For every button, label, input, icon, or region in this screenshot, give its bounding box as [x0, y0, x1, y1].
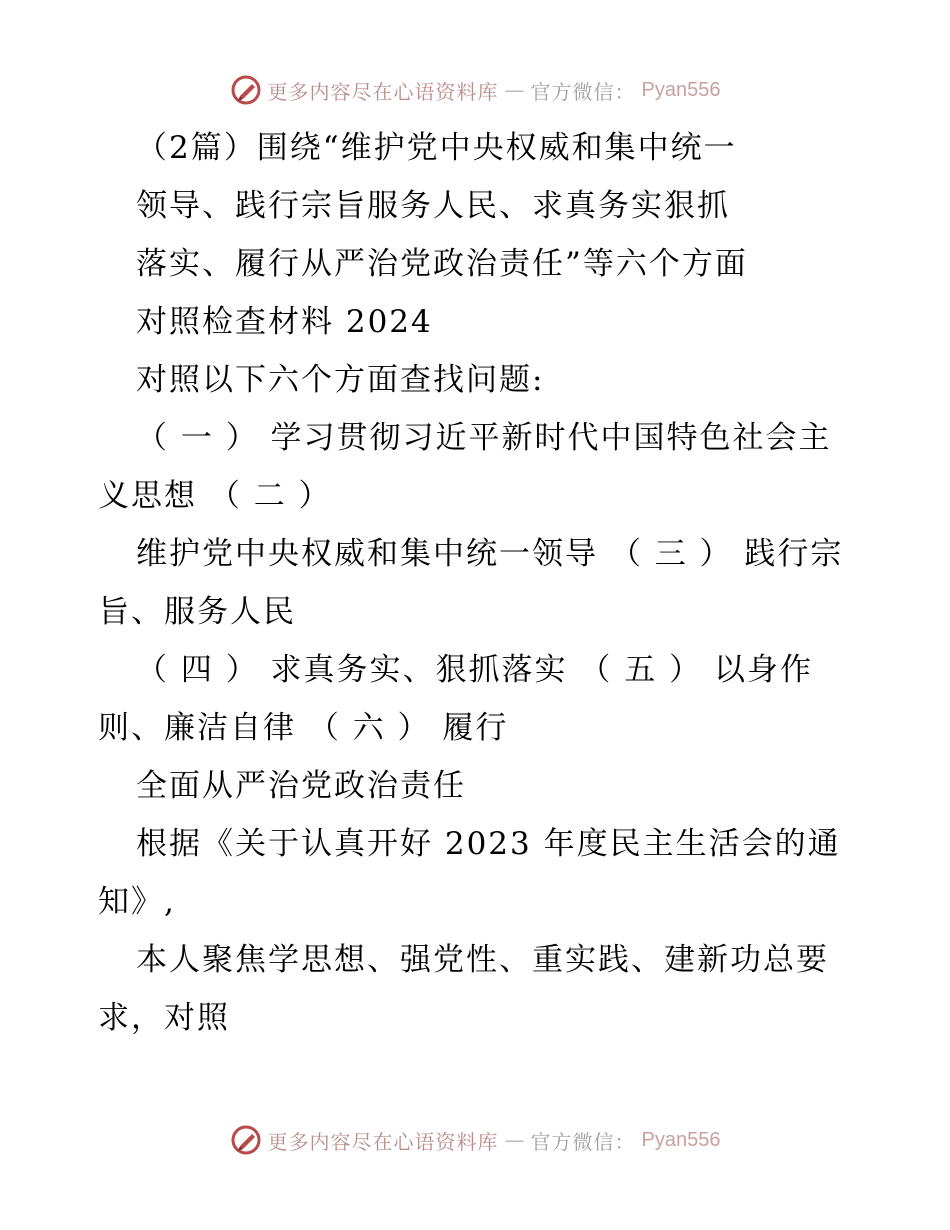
pen-logo-icon	[230, 1124, 262, 1156]
watermark-id: Pyan556	[641, 1128, 721, 1151]
pen-logo-icon	[230, 74, 262, 106]
doc-line-intro: 对照以下六个方面查找问题:	[136, 362, 545, 398]
doc-line-title-3: 落实、履行从严治党政治责任”等六个方面	[136, 246, 748, 282]
doc-line-title-2: 领导、践行宗旨服务人民、求真务实狠抓	[136, 188, 730, 224]
watermark-separator: —	[504, 1128, 525, 1152]
doc-line-item-3a: （ 四 ） 求真务实、狠抓落实 （ 五 ） 以身作	[136, 652, 813, 688]
watermark-id: Pyan556	[641, 78, 721, 101]
doc-line-focus-b: 求，对照	[98, 1000, 230, 1036]
doc-line-item-4: 全面从严治党政治责任	[136, 768, 466, 804]
watermark-label: 官方微信：	[530, 1129, 636, 1154]
doc-line-focus-a: 本人聚焦学思想、强党性、重实践、建新功总要	[136, 942, 829, 978]
doc-line-basis-b: 知》,	[98, 884, 176, 920]
doc-line-basis-a: 根据《关于认真开好 2023 年度民主生活会的通	[136, 826, 841, 862]
doc-line-item-2a: 维护党中央权威和集中统一领导 （ 三 ） 践行宗	[136, 536, 844, 572]
watermark-brand: 更多内容尽在心语资料库	[267, 1129, 499, 1154]
doc-line-item-3b: 则、廉洁自律 （ 六 ） 履行	[98, 710, 509, 746]
doc-line-title-4: 对照检查材料 2024	[136, 304, 433, 340]
doc-line-title-1: （2篇）围绕“维护党中央权威和集中统一	[136, 130, 737, 166]
doc-line-item-1b: 义思想 （ 二 ）	[98, 478, 332, 514]
watermark-brand: 更多内容尽在心语资料库	[267, 79, 499, 104]
watermark-footer	[0, 1124, 950, 1156]
doc-line-item-2b: 旨、服务人民	[98, 594, 296, 630]
doc-line-item-1a: （ 一 ） 学习贯彻习近平新时代中国特色社会主	[136, 420, 832, 456]
watermark-separator: —	[504, 78, 525, 102]
watermark-label: 官方微信：	[530, 79, 636, 104]
watermark-header	[0, 74, 950, 106]
